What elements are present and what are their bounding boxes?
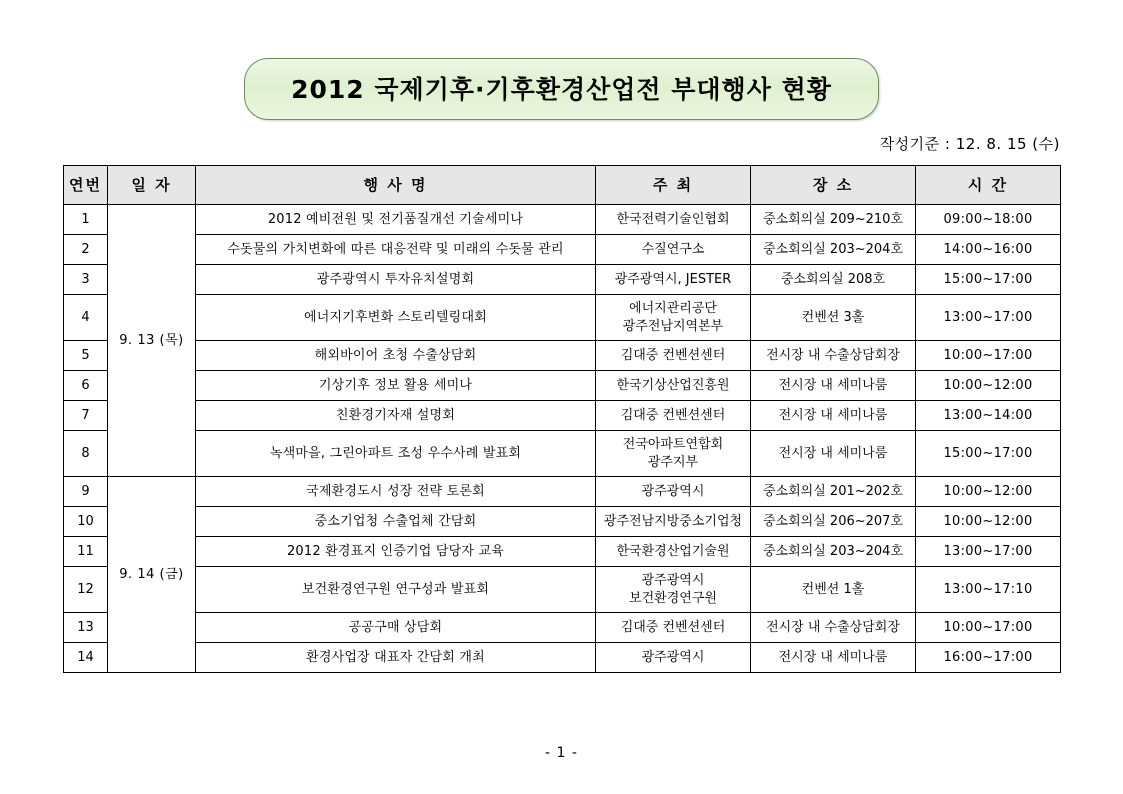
cell-time: 13:00~17:00 xyxy=(916,537,1061,567)
cell-time: 09:00~18:00 xyxy=(916,205,1061,235)
cell-time: 16:00~17:00 xyxy=(916,643,1061,673)
cell-time: 10:00~12:00 xyxy=(916,371,1061,401)
table-header-row xyxy=(64,166,1061,205)
cell-place: 중소회의실 208호 xyxy=(751,265,916,295)
cell-host: 수질연구소 xyxy=(596,235,751,265)
table-row xyxy=(64,371,1061,401)
cell-time: 10:00~17:00 xyxy=(916,613,1061,643)
cell-host: 김대중 컨벤션센터 xyxy=(596,401,751,431)
table-row xyxy=(64,537,1061,567)
cell-place: 전시장 내 세미나룸 xyxy=(751,643,916,673)
cell-no: 3 xyxy=(64,265,108,295)
schedule-table xyxy=(63,165,1061,673)
cell-host: 광주광역시 xyxy=(596,643,751,673)
table-row xyxy=(64,205,1061,235)
column-header-event-name: 행 사 명 xyxy=(196,166,596,205)
cell-place: 전시장 내 수출상담회장 xyxy=(751,613,916,643)
table-row xyxy=(64,235,1061,265)
cell-host: 광주광역시, JESTER xyxy=(596,265,751,295)
cell-event-name: 수돗물의 가치변화에 따른 대응전략 및 미래의 수돗물 관리 xyxy=(196,235,596,265)
cell-time: 13:00~17:00 xyxy=(916,295,1061,341)
cell-event-name: 환경사업장 대표자 간담회 개최 xyxy=(196,643,596,673)
cell-date: 9. 14 (금) xyxy=(108,477,196,673)
table-header xyxy=(64,166,1061,205)
cell-place: 중소회의실 209~210호 xyxy=(751,205,916,235)
table-body xyxy=(64,205,1061,673)
cell-host: 한국환경산업기술원 xyxy=(596,537,751,567)
table-row xyxy=(64,567,1061,613)
cell-host: 한국기상산업진흥원 xyxy=(596,371,751,401)
cell-no: 9 xyxy=(64,477,108,507)
table-row xyxy=(64,477,1061,507)
cell-event-name: 에너지기후변화 스토리텔링대회 xyxy=(196,295,596,341)
cell-place: 중소회의실 206~207호 xyxy=(751,507,916,537)
cell-place: 전시장 내 세미나룸 xyxy=(751,401,916,431)
cell-time: 15:00~17:00 xyxy=(916,265,1061,295)
cell-host: 한국전력기술인협회 xyxy=(596,205,751,235)
cell-event-name: 2012 환경표지 인증기업 담당자 교육 xyxy=(196,537,596,567)
document-meta-date: 작성기준 : 12. 8. 15 (수) xyxy=(879,135,1060,153)
cell-event-name: 중소기업청 수출업체 간담회 xyxy=(196,507,596,537)
table-row xyxy=(64,265,1061,295)
title-banner xyxy=(0,58,1123,120)
cell-no: 13 xyxy=(64,613,108,643)
cell-host: 에너지관리공단 광주전남지역본부 xyxy=(596,295,751,341)
cell-host: 광주전남지방중소기업청 xyxy=(596,507,751,537)
cell-place: 중소회의실 203~204호 xyxy=(751,235,916,265)
table-row xyxy=(64,341,1061,371)
cell-no: 10 xyxy=(64,507,108,537)
cell-place: 전시장 내 수출상담회장 xyxy=(751,341,916,371)
cell-no: 14 xyxy=(64,643,108,673)
column-header-date: 일 자 xyxy=(108,166,196,205)
table-row xyxy=(64,295,1061,341)
cell-place: 컨벤션 3홀 xyxy=(751,295,916,341)
cell-host: 광주광역시 xyxy=(596,477,751,507)
cell-place: 중소회의실 203~204호 xyxy=(751,537,916,567)
column-header-no: 연번 xyxy=(64,166,108,205)
cell-event-name: 기상기후 정보 활용 세미나 xyxy=(196,371,596,401)
cell-no: 4 xyxy=(64,295,108,341)
cell-time: 10:00~12:00 xyxy=(916,507,1061,537)
cell-event-name: 광주광역시 투자유치설명회 xyxy=(196,265,596,295)
cell-host: 전국아파트연합회 광주지부 xyxy=(596,431,751,477)
cell-place: 컨벤션 1홀 xyxy=(751,567,916,613)
table-row xyxy=(64,507,1061,537)
cell-date: 9. 13 (목) xyxy=(108,205,196,477)
cell-event-name: 공공구매 상담회 xyxy=(196,613,596,643)
cell-place: 전시장 내 세미나룸 xyxy=(751,371,916,401)
cell-place: 전시장 내 세미나룸 xyxy=(751,431,916,477)
cell-no: 1 xyxy=(64,205,108,235)
cell-host: 광주광역시 보건환경연구원 xyxy=(596,567,751,613)
cell-time: 10:00~12:00 xyxy=(916,477,1061,507)
table-row xyxy=(64,431,1061,477)
cell-host: 김대중 컨벤션센터 xyxy=(596,341,751,371)
cell-time: 14:00~16:00 xyxy=(916,235,1061,265)
cell-host: 김대중 컨벤션센터 xyxy=(596,613,751,643)
cell-no: 12 xyxy=(64,567,108,613)
cell-no: 8 xyxy=(64,431,108,477)
column-header-place: 장 소 xyxy=(751,166,916,205)
cell-event-name: 친환경기자재 설명회 xyxy=(196,401,596,431)
cell-event-name: 국제환경도시 성장 전략 토론회 xyxy=(196,477,596,507)
page-number: - 1 - xyxy=(545,745,578,761)
column-header-time: 시 간 xyxy=(916,166,1061,205)
cell-time: 13:00~14:00 xyxy=(916,401,1061,431)
table-row xyxy=(64,613,1061,643)
cell-event-name: 녹색마을, 그린아파트 조성 우수사례 발표회 xyxy=(196,431,596,477)
cell-time: 15:00~17:00 xyxy=(916,431,1061,477)
cell-no: 7 xyxy=(64,401,108,431)
cell-time: 10:00~17:00 xyxy=(916,341,1061,371)
cell-time: 13:00~17:10 xyxy=(916,567,1061,613)
table-row xyxy=(64,643,1061,673)
cell-event-name: 보건환경연구원 연구성과 발표회 xyxy=(196,567,596,613)
column-header-host: 주 최 xyxy=(596,166,751,205)
cell-event-name: 해외바이어 초청 수출상담회 xyxy=(196,341,596,371)
cell-no: 6 xyxy=(64,371,108,401)
title-box xyxy=(244,58,879,120)
cell-no: 2 xyxy=(64,235,108,265)
page-title: 2012 국제기후·기후환경산업전 부대행사 현황 xyxy=(291,75,832,104)
cell-place: 중소회의실 201~202호 xyxy=(751,477,916,507)
cell-no: 11 xyxy=(64,537,108,567)
table-row xyxy=(64,401,1061,431)
cell-no: 5 xyxy=(64,341,108,371)
cell-event-name: 2012 예비전원 및 전기품질개선 기술세미나 xyxy=(196,205,596,235)
